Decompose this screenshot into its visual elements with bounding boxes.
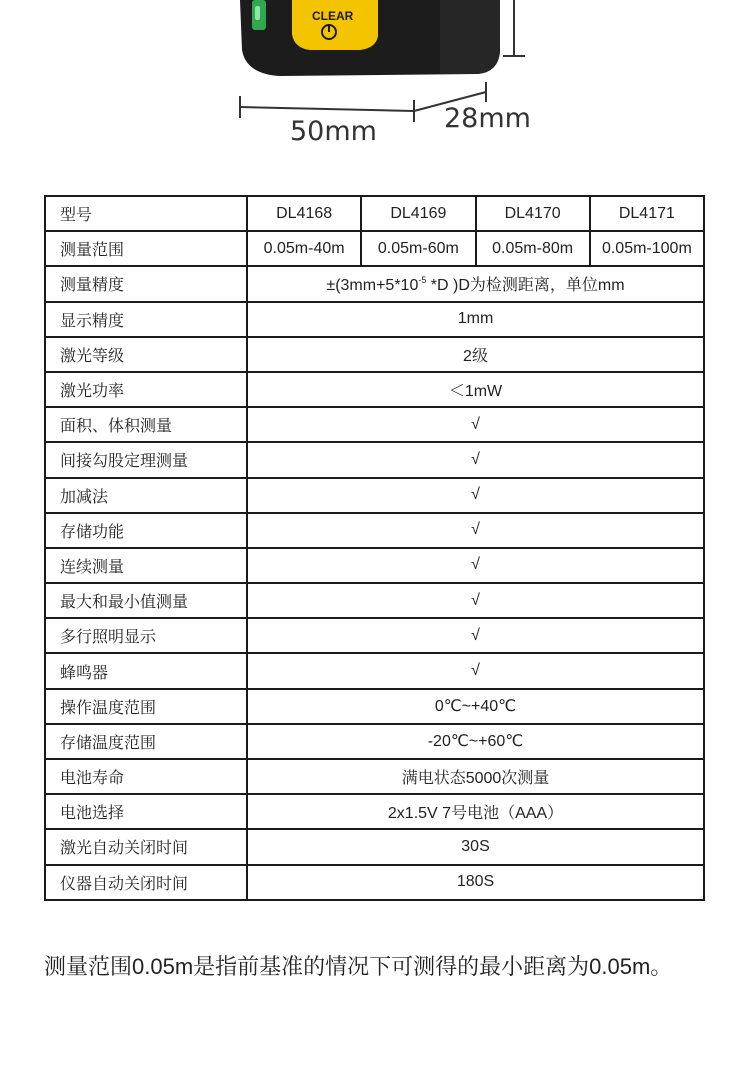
row-value: 30S (247, 829, 704, 864)
table-row (45, 372, 704, 407)
row-label: 显示精度 (45, 302, 247, 337)
row-value: √ (247, 583, 704, 618)
row-label: 多行照明显示 (45, 618, 247, 653)
row-label: 连续测量 (45, 548, 247, 583)
footnote: 测量范围0.05m是指前基准的情况下可测得的最小距离为0.05m。 (44, 954, 673, 979)
row-label: 激光等级 (45, 337, 247, 372)
table-row-accuracy (45, 266, 704, 301)
table-row (45, 302, 704, 337)
row-label: 激光功率 (45, 372, 247, 407)
table-row (45, 618, 704, 653)
row-label: 加减法 (45, 478, 247, 513)
accuracy-exponent: -5 (418, 275, 427, 286)
table-row (45, 865, 704, 900)
row-label: 激光自动关闭时间 (45, 829, 247, 864)
table-row (45, 407, 704, 442)
width-dimension-label: 50mm (290, 116, 377, 147)
depth-dimension-label: 28mm (444, 103, 531, 134)
table-row-model (45, 196, 704, 231)
spec-table (44, 195, 705, 901)
row-label: 型号 (45, 196, 247, 231)
table-row (45, 337, 704, 372)
table-row (45, 724, 704, 759)
table-row (45, 829, 704, 864)
row-label: 蜂鸣器 (45, 653, 247, 688)
product-image-area (0, 0, 750, 190)
table-row (45, 794, 704, 829)
model-cell: DL4171 (590, 196, 704, 231)
row-value: 0℃~+40℃ (247, 689, 704, 724)
row-label: 间接勾股定理测量 (45, 442, 247, 477)
row-value: 2级 (247, 337, 704, 372)
row-value: √ (247, 548, 704, 583)
row-label: 测量范围 (45, 231, 247, 266)
table-row (45, 442, 704, 477)
row-label: 操作温度范围 (45, 689, 247, 724)
accuracy-value (247, 266, 704, 301)
row-label: 存储温度范围 (45, 724, 247, 759)
table-row (45, 689, 704, 724)
model-cell: DL4170 (476, 196, 590, 231)
row-value: √ (247, 618, 704, 653)
row-value: 1mm (247, 302, 704, 337)
range-cell: 0.05m-100m (590, 231, 704, 266)
range-cell: 0.05m-60m (361, 231, 475, 266)
row-label: 电池选择 (45, 794, 247, 829)
row-value: -20℃~+60℃ (247, 724, 704, 759)
row-label: 仪器自动关闭时间 (45, 865, 247, 900)
clear-button-label: CLEAR (312, 9, 354, 23)
accuracy-suffix: *D )D为检测距离，单位mm (426, 277, 625, 295)
table-row (45, 513, 704, 548)
row-label: 存储功能 (45, 513, 247, 548)
table-row (45, 478, 704, 513)
table-row (45, 653, 704, 688)
row-label: 面积、体积测量 (45, 407, 247, 442)
row-value: √ (247, 513, 704, 548)
row-value: 180S (247, 865, 704, 900)
range-cell: 0.05m-40m (247, 231, 361, 266)
row-label: 测量精度 (45, 266, 247, 301)
row-value: 满电状态5000次测量 (247, 759, 704, 794)
model-cell: DL4168 (247, 196, 361, 231)
row-value: √ (247, 478, 704, 513)
row-value: √ (247, 407, 704, 442)
row-value: √ (247, 653, 704, 688)
laser-meter-illustration (0, 0, 750, 190)
row-value: 2x1.5V 7号电池（AAA） (247, 794, 704, 829)
range-cell: 0.05m-80m (476, 231, 590, 266)
row-label: 电池寿命 (45, 759, 247, 794)
table-row-range (45, 231, 704, 266)
table-row (45, 583, 704, 618)
table-row (45, 759, 704, 794)
table-row (45, 548, 704, 583)
row-value: √ (247, 442, 704, 477)
accuracy-prefix: ±(3mm+5*10 (326, 277, 419, 295)
model-cell: DL4169 (361, 196, 475, 231)
row-value: ＜1mW (247, 372, 704, 407)
row-label: 最大和最小值测量 (45, 583, 247, 618)
